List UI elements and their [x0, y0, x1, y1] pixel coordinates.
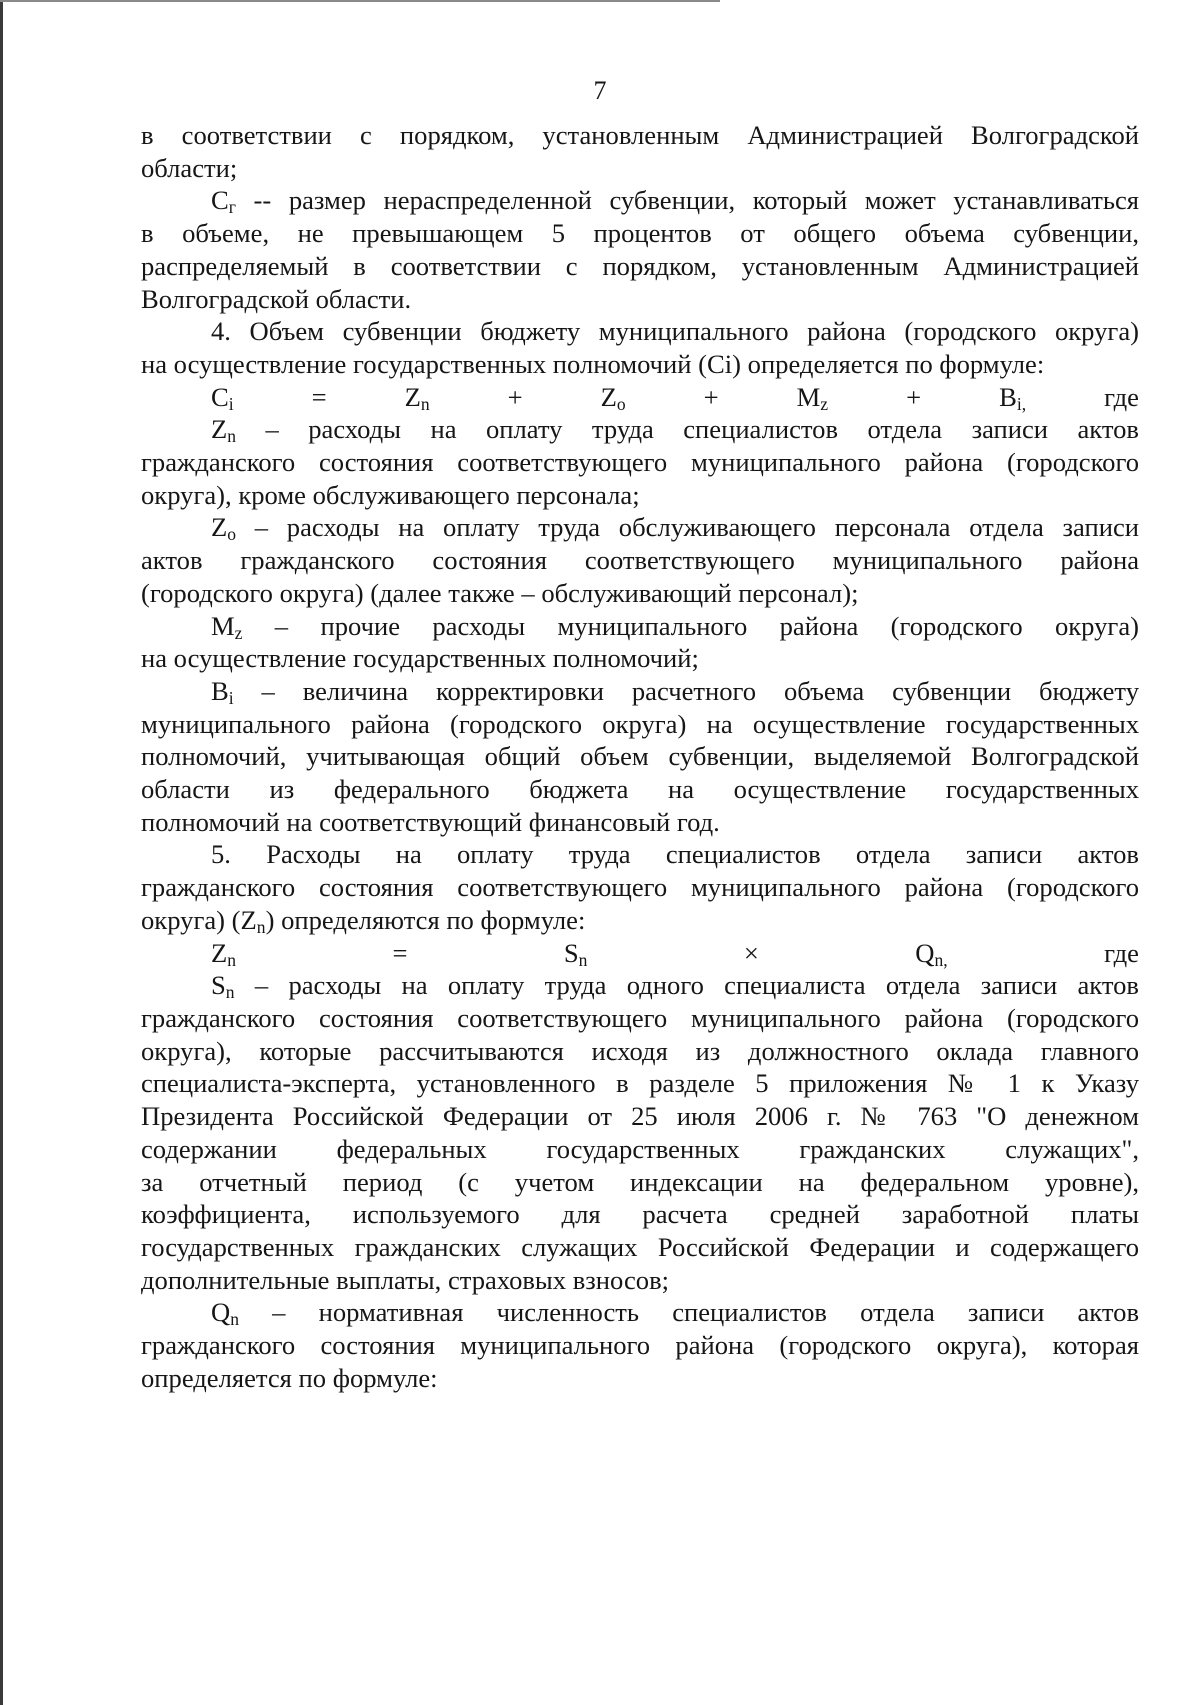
text-line: области из федерального бюджета на осуществление государственных	[141, 774, 1139, 805]
text-line: в соответствии с порядком, установленным Администрацией Волгоградской	[141, 120, 1139, 150]
definition-mz: $M_z$ – прочие расходы муниципального района (городского округа)	[211, 610, 1139, 643]
text-line: гражданского состояния соответствующего муниципального района (городского	[141, 872, 1139, 903]
text-line: Президента Российской Федерации от 25 июля 2006 г. № 763 "О денежном	[141, 1101, 1139, 1132]
text-line: округа), которые рассчитываются исходя из должностного оклада главного	[141, 1035, 1139, 1066]
text-line: (городского округа) (далее также – обслуживающий персонал);	[141, 577, 859, 608]
page-number: 7	[593, 76, 607, 105]
text-line: гражданского состояния соответствующего муниципального района (городского	[141, 1002, 1139, 1033]
formula-ci: $C_i = Z_n + Z_o + M_z + B_{i,}$ где	[211, 381, 1139, 414]
definition-zn: $Z_n$ – расходы на оплату труда специалистов отдела записи актов	[211, 414, 1139, 447]
document-body	[141, 119, 1139, 1394]
text-line: полномочий на соответствующий финансовый год.	[141, 806, 720, 837]
text-line: коэффициента, используемого для расчета средней заработной платы	[141, 1199, 1139, 1230]
text-line: в объеме, не превышающем 5 процентов от общего объема субвенции,	[141, 218, 1139, 249]
text-line: на осуществление государственных полномочий;	[141, 643, 699, 674]
text-line: содержании федеральных государственных гражданских служащих",	[141, 1133, 1139, 1164]
text-line: 5. Расходы на оплату труда специалистов отдела записи актов	[211, 839, 1139, 870]
text-line: полномочий, учитывающая общий объем субвенции, выделяемой Волгоградской	[141, 741, 1139, 772]
text-line: распределяемый в соответствии с порядком, установленным Администрацией	[141, 250, 1139, 281]
definition-cg: $С_г$ -- размер нераспределенной субвенции, который может устанавливаться	[211, 185, 1139, 218]
text-line: дополнительные выплаты, страховых взносов;	[141, 1264, 670, 1295]
text-line: за отчетный период (с учетом индексации на федеральном уровне),	[141, 1166, 1139, 1197]
definition-zo: $Z_o$ – расходы на оплату труда обслуживающего персонала отдела записи	[211, 512, 1139, 545]
formula-zn: $Z_n = S_n \times Q_{n,}$ где	[211, 937, 1139, 970]
text-line: Волгоградской области.	[141, 283, 412, 314]
definition-qn: $Q_n$ – нормативная численность специалистов отдела записи актов	[211, 1297, 1139, 1330]
text-line: округа), кроме обслуживающего персонала;	[141, 479, 640, 510]
text-line: 4. Объем субвенции бюджету муниципального района (городского округа)	[211, 316, 1139, 347]
scan-top-edge	[0, 0, 720, 2]
text-line: определяется по формуле:	[141, 1362, 438, 1393]
text-line: округа) $(Z_n)$ определяются по формуле:	[141, 904, 586, 937]
text-line: муниципального района (городского округа) на осуществление государственных	[141, 708, 1139, 739]
text-line: государственных гражданских служащих Российской Федерации и содержащего	[141, 1231, 1139, 1262]
definition-sn: $S_n$ – расходы на оплату труда одного специалиста отдела записи актов	[211, 970, 1139, 1003]
text-line: гражданского состояния соответствующего муниципального района (городского	[141, 447, 1139, 478]
text-line: области;	[141, 152, 238, 183]
text-line: специалиста-эксперта, установленного в разделе 5 приложения № 1 к Указу	[141, 1068, 1139, 1099]
text-line: гражданского состояния муниципального района (городского округа), которая	[141, 1330, 1139, 1361]
scan-edge-shadow	[0, 0, 3, 1705]
text-line: актов гражданского состояния соответствующего муниципального района	[141, 545, 1139, 576]
definition-bi: $B_i$ – величина корректировки расчетного объема субвенции бюджету	[211, 675, 1139, 708]
text-line: на осуществление государственных полномочий (Ci) определяется по формуле:	[141, 348, 1045, 379]
